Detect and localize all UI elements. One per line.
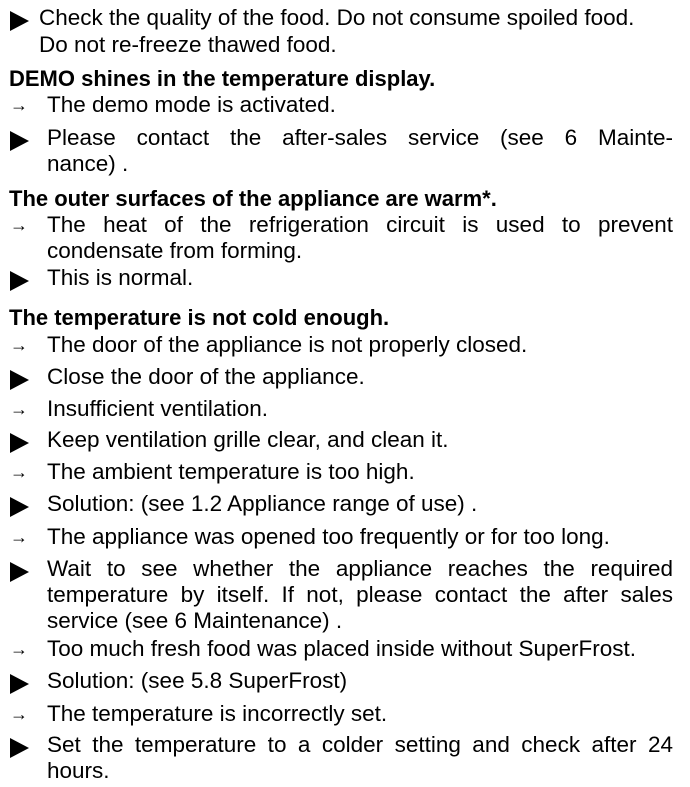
action-text: This is normal. — [47, 265, 194, 290]
action-triangle-icon — [10, 738, 29, 758]
action-text: Check the quality of the food. Do not consume spoiled food. — [39, 5, 635, 30]
action-triangle-icon — [10, 370, 29, 390]
cause-text: The temperature is incorrectly set. — [47, 701, 388, 726]
action-triangle-icon — [10, 562, 29, 582]
action-text: service (see 6 Maintenance) . — [47, 608, 343, 633]
cause-arrow-icon: → — [10, 335, 28, 355]
action-text: Close the door of the appliance. — [47, 364, 365, 389]
action-triangle-icon — [10, 497, 29, 517]
action-text: temperature by itself. If not, please contact the after sales — [47, 582, 673, 607]
cause-text: Insufficient ventilation. — [47, 396, 268, 421]
action-text: Solution: (see 5.8 SuperFrost) — [47, 668, 348, 693]
cause-arrow-icon: → — [10, 399, 28, 419]
action-text: Wait to see whether the appliance reaches the required — [47, 556, 673, 581]
action-text: Solution: (see 1.2 Appliance range of use) . — [47, 491, 478, 516]
action-text: Do not re-freeze thawed food. — [39, 32, 337, 57]
cause-text: The demo mode is activated. — [47, 92, 336, 117]
action-text: Please contact the after-sales service (see 6 Mainte- — [47, 125, 673, 150]
cause-text: condensate from forming. — [47, 238, 303, 263]
action-triangle-icon — [10, 433, 29, 453]
cause-text: Too much fresh food was placed inside without SuperFrost. — [47, 636, 637, 661]
cause-text: The appliance was opened too frequently or for too long. — [47, 524, 610, 549]
cause-arrow-icon: → — [10, 527, 28, 547]
cause-text: The heat of the refrigeration circuit is used to prevent — [47, 212, 673, 237]
cause-arrow-icon: → — [10, 462, 28, 482]
action-triangle-icon — [10, 271, 29, 291]
cause-arrow-icon: → — [10, 704, 28, 724]
action-text: Set the temperature to a colder setting and check after 24 — [47, 732, 673, 757]
action-triangle-icon — [10, 131, 29, 151]
section-heading: DEMO shines in the temperature display. — [9, 66, 436, 91]
action-triangle-icon — [10, 11, 29, 31]
section-heading: The outer surfaces of the appliance are warm*. — [9, 186, 497, 211]
cause-arrow-icon: → — [10, 215, 28, 235]
cause-text: The ambient temperature is too high. — [47, 459, 415, 484]
cause-arrow-icon: → — [10, 639, 28, 659]
action-text: Keep ventilation grille clear, and clean it. — [47, 427, 449, 452]
action-text: hours. — [47, 758, 110, 783]
action-triangle-icon — [10, 674, 29, 694]
cause-arrow-icon: → — [10, 95, 28, 115]
cause-text: The door of the appliance is not properly closed. — [47, 332, 528, 357]
section-heading: The temperature is not cold enough. — [9, 305, 390, 330]
action-text: nance) . — [47, 151, 129, 176]
